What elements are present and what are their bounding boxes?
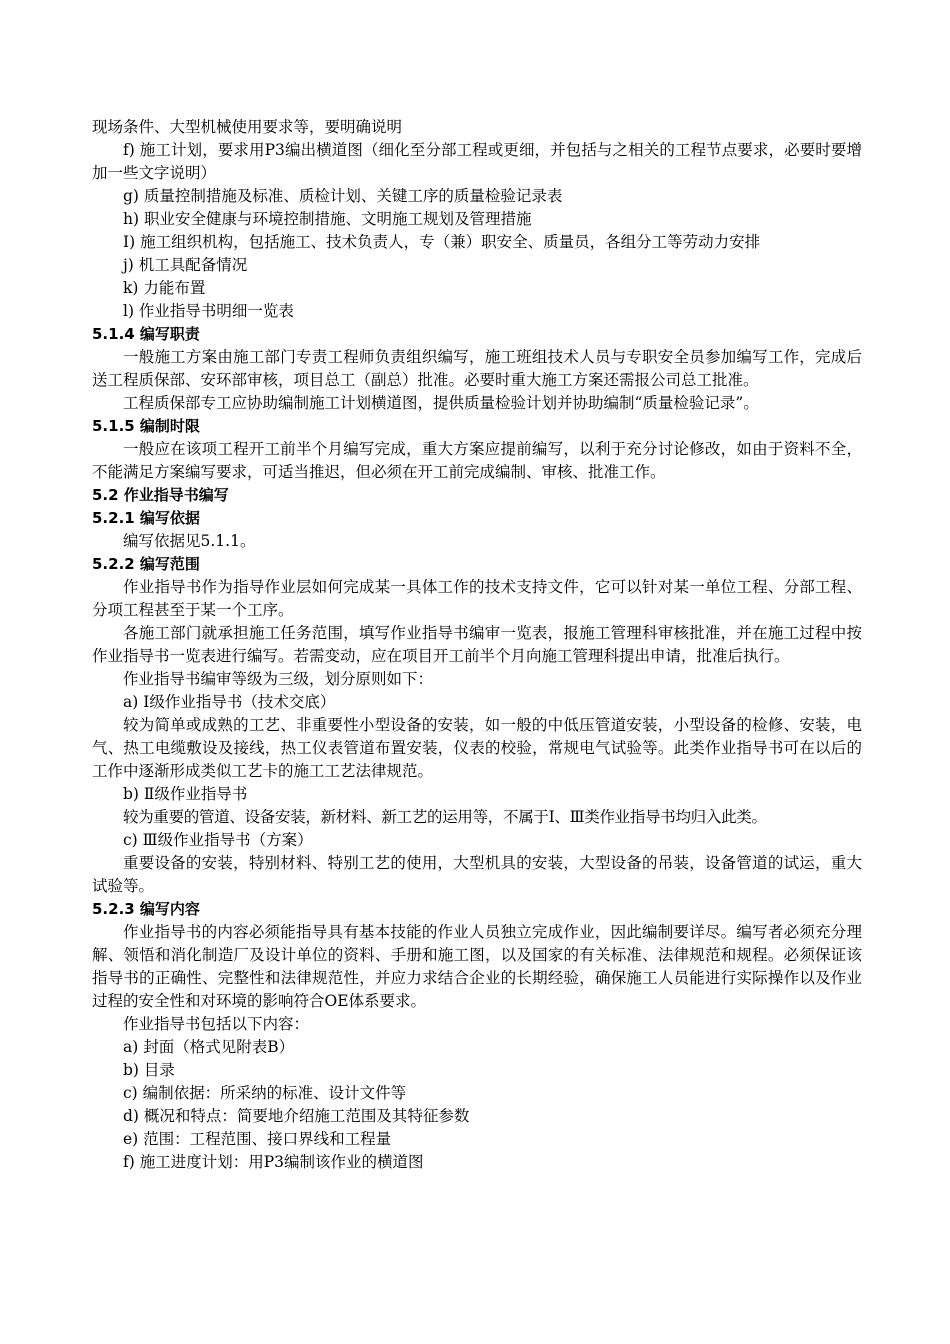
para-quality-dept: 工程质保部专工应协助编制施工计划横道图，提供质量检验计划并协助编制“质量检验记录”。: [123, 394, 759, 412]
heading-5-2-3: 5.2.3 编写内容: [92, 900, 200, 918]
list-item-a-grade-1: a) Ⅰ级作业指导书（技术交底）: [123, 693, 336, 711]
list-item-b-grade-2: b) Ⅱ级作业指导书: [123, 785, 248, 803]
para-responsibilities: 一般施工方案由施工部门专责工程师负责组织编写，施工班组技术人员与专职安全员参加编写工作，完成后送工程质保部、安环部审核，项目总工（副总）批准。必要时重大施工方案还需报公司总工批准。: [92, 348, 862, 389]
heading-5-1-4: 5.1.4 编写职责: [92, 325, 200, 343]
list-item-l-instruction-list: l) 作业指导书明细一览表: [123, 302, 294, 320]
para-grade-2-desc: 较为重要的管道、设备安装，新材料、新工艺的运用等，不属于Ⅰ、Ⅲ类作业指导书均归入此类。: [123, 808, 767, 826]
para-scope-departments: 各施工部门就承担施工任务范围，填写作业指导书编审一览表，报施工管理科审核批准，并在施工过程中按作业指导书一览表进行编写。若需变动，应在项目开工前半个月向施工管理科提出申请，批准后执行。: [92, 624, 862, 665]
heading-5-2: 5.2 作业指导书编写: [92, 486, 229, 504]
list-item-e-range: e) 范围：工程范围、接口界线和工程量: [123, 1130, 392, 1148]
heading-5-2-1: 5.2.1 编写依据: [92, 509, 200, 527]
list-item-f-schedule: f) 施工进度计划：用P3编制该作业的横道图: [123, 1153, 424, 1171]
list-item-f-construction-plan: f) 施工计划，要求用P3编出横道图（细化至分部工程或更细，并包括与之相关的工程节点要求，必要时要增加一些文字说明）: [92, 141, 862, 182]
para-grade-3-desc: 重要设备的安装，特别材料、特别工艺的使用，大型机具的安装，大型设备的吊装，设备管道的试运，重大试验等。: [92, 854, 862, 895]
list-item-i-organization: I) 施工组织机构，包括施工、技术负责人，专（兼）职安全、质量员，各组分工等劳动力安排: [123, 233, 761, 251]
para-content-includes: 作业指导书包括以下内容：: [123, 1015, 310, 1033]
para-basis-reference: 编写依据见5.1.1。: [123, 532, 256, 550]
document-page: [92, 116, 862, 1174]
heading-5-1-5: 5.1.5 编制时限: [92, 417, 200, 435]
list-item-a-cover: a) 封面（格式见附表B）: [123, 1038, 295, 1056]
list-item-c-grade-3: c) Ⅲ级作业指导书（方案）: [123, 831, 313, 849]
list-item-j-tools: j) 机工具配备情况: [123, 256, 248, 274]
para-content-requirements: 作业指导书的内容必须能指导具有基本技能的作业人员独立完成作业，因此编制要详尽。编写者必须充分理解、领悟和消化制造厂及设计单位的资料、手册和施工图，以及国家的有关标准、法律规范和规程。必须保证该指导书的正确性、完整性和法律规范性，并应力求结合企业的长期经验，确保施工人员能进行实际操作以及作业过程的安全性和对环境的影响符合OE体系要求。: [92, 923, 862, 1010]
heading-5-2-2: 5.2.2 编写范围: [92, 555, 200, 573]
para-scope-definition: 作业指导书作为指导作业层如何完成某一具体工作的技术支持文件，它可以针对某一单位工程、分部工程、分项工程甚至于某一个工序。: [92, 578, 862, 619]
para-site-conditions: 现场条件、大型机械使用要求等，要明确说明: [92, 118, 403, 136]
list-item-b-toc: b) 目录: [123, 1061, 175, 1079]
list-item-h-safety-environment: h) 职业安全健康与环境控制措施、文明施工规划及管理措施: [123, 210, 532, 228]
list-item-k-power-layout: k) 力能布置: [123, 279, 206, 297]
list-item-d-overview: d) 概况和特点：简要地介绍施工范围及其特征参数: [123, 1107, 470, 1125]
para-grade-1-desc: 较为简单或成熟的工艺、非重要性小型设备的安装，如一般的中低压管道安装，小型设备的检修、安装，电气、热工电缆敷设及接线，热工仪表管道布置安装，仪表的校验，常规电气试验等。此类作业指导书可在以后的工作中逐渐形成类似工艺卡的施工工艺法律规范。: [92, 716, 862, 780]
para-time-limit: 一般应在该项工程开工前半个月编写完成，重大方案应提前编写，以利于充分讨论修改，如由于资料不全，不能满足方案编写要求，可适当推迟，但必须在开工前完成编制、审核、批准工作。: [92, 440, 862, 481]
list-item-g-quality-control: g) 质量控制措施及标准、质检计划、关键工序的质量检验记录表: [123, 187, 563, 205]
para-grade-levels: 作业指导书编审等级为三级，划分原则如下：: [123, 670, 434, 688]
list-item-c-basis: c) 编制依据：所采纳的标准、设计文件等: [123, 1084, 407, 1102]
